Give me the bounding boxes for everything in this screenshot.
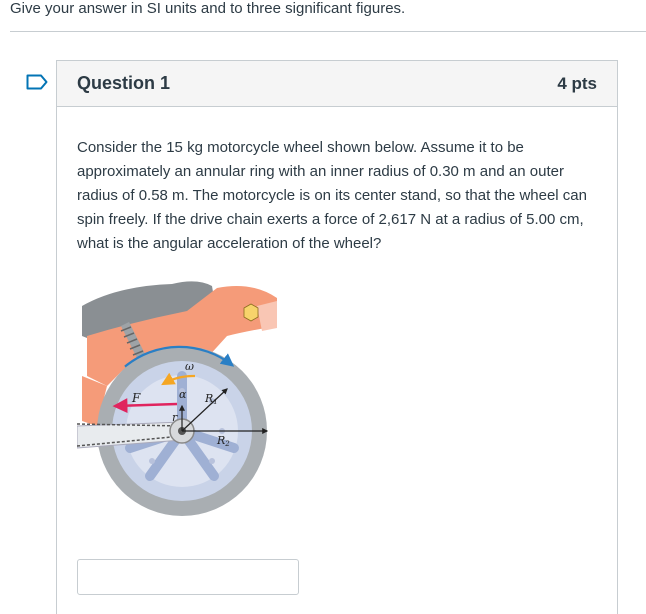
quiz-instructions: Give your answer in SI units and to three significant figures.	[10, 0, 406, 17]
answer-input[interactable]	[77, 559, 299, 595]
r-label: r	[172, 411, 178, 424]
motorcycle-wheel-figure	[77, 276, 287, 531]
divider	[10, 31, 646, 32]
flag-question-icon[interactable]	[26, 74, 48, 90]
question-points: 4 pts	[557, 74, 597, 93]
alpha-label: α	[179, 388, 187, 401]
question-header	[57, 61, 617, 107]
r1-label: R1	[205, 392, 218, 406]
r2-label: R2	[217, 434, 230, 448]
question-title: Question 1	[77, 73, 171, 93]
question-card	[56, 60, 618, 614]
question-text: Consider the 15 kg motorcycle wheel shown below. Assume it to be approximately an annular ring with an inner radius of 0.30 m and an outer radius of 0.58 m. The motorcycle is on its center stand, so that the wheel can spin freely. If the drive chain exerts a force of 2,617 N at a radius of 5.00 cm, what is the angular acceleration of the wheel?	[77, 139, 587, 252]
force-label: F	[132, 391, 141, 405]
omega-label: ω	[185, 360, 194, 373]
